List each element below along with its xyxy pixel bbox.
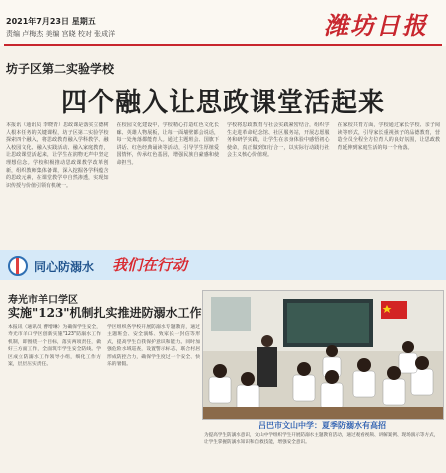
lifebuoy-icon: [8, 256, 28, 276]
section-title: 同心防溺水: [34, 260, 95, 274]
classroom-illustration: [203, 291, 443, 419]
story-column: 在家校共育方面，学校通过家长学校、亲子阅读等形式，引导家长重视孩子的品德教育，营造全员全程全方位育人的良好氛围，让思政教育延伸到家庭生活的每一个角落。: [337, 122, 440, 151]
masthead-logo: 潍坊日报: [324, 11, 428, 40]
classroom-photo: [202, 290, 444, 420]
second-story-body: [8, 324, 200, 468]
edition-credits: 责编 卢梅杰 美编 宫晓 校对 张成洋: [6, 30, 116, 38]
section-banner: [0, 250, 446, 280]
header-rule: [4, 44, 442, 46]
story-subhead: 寿光市羊口学区: [8, 295, 78, 306]
photo-caption-body: 为提高学生防溺水意识，文山中学组织学生开展防溺水主题教育活动，通过观看视频、讲解案例、现场演示等方式，让学生掌握防溺水知识和自救技能，增强安全意识。: [204, 433, 439, 445]
story-column: 学区组织各学校开展防溺水专题教育，通过主题班会、安全演练、致家长一封信等形式，提高学生自我保护意识和能力。同时加强危险水域巡查，设置警示标志，联合村居形成防控合力，确保学生度过一个安全、快乐的暑假。: [107, 325, 200, 368]
story-column: 本报讯（通讯员 李晓青）思政课是落实立德树人根本任务的关键课程，坊子区第二实验学校探索四个融入，将思政教育融入学科教学、融入校园文化、融入实践活动、融入家庭教育，让思政课堂活起来，让学生在润物无声中坚定理想信念。学校积极推动思政课教学改革创新，组织教师集体备课，深入挖掘各学科蕴含的思政元素，在课堂教学中自然渗透，实现知识传授与价值引领有机统一。: [6, 122, 109, 189]
story-column: 本报讯（通讯员 曹增琳）为确保学生安全，寿光市羊口学区创新实施"123"防溺水工作机制，即围绕一个目标，落实两项责任，做好三方面工作，全面筑牢学生安全防线。学区成立防溺水工作领导小组，细化工作方案，层层压实责任。: [8, 325, 101, 368]
main-headline: 四个融入让思政课堂活起来: [60, 88, 385, 118]
main-story-body: [6, 122, 440, 248]
issue-date: 2021年7月23日 星期五: [6, 17, 96, 26]
story-kicker: 坊子区第二实验学校: [6, 62, 115, 76]
newspaper-header: [0, 0, 446, 46]
story-column: 在校园文化建设中，学校精心打造红色文化长廊、英雄人物展板，让每一面墙壁都会说话，每一处角落都能育人。通过主题班会、国旗下讲话、红色经典诵读等活动，引导学生厚植爱国情怀，传承红色基因，增强民族自豪感和使命担当。: [116, 122, 219, 166]
story-column: 学校将思政教育与社会实践紧密结合，组织学生走进革命纪念馆、社区服务站，开展志愿服务和研学实践，让学生在亲身体验中感悟初心使命，真正做到知行合一，以实际行动践行社会主义核心价值观。: [227, 122, 330, 159]
photo-caption: 吕巴市文山中学：夏季防溺水有高招: [258, 421, 386, 430]
story-headline: 实施"123"机制扎实推进防溺水工作: [8, 306, 202, 320]
section-slogan: 我们在行动: [112, 256, 188, 274]
